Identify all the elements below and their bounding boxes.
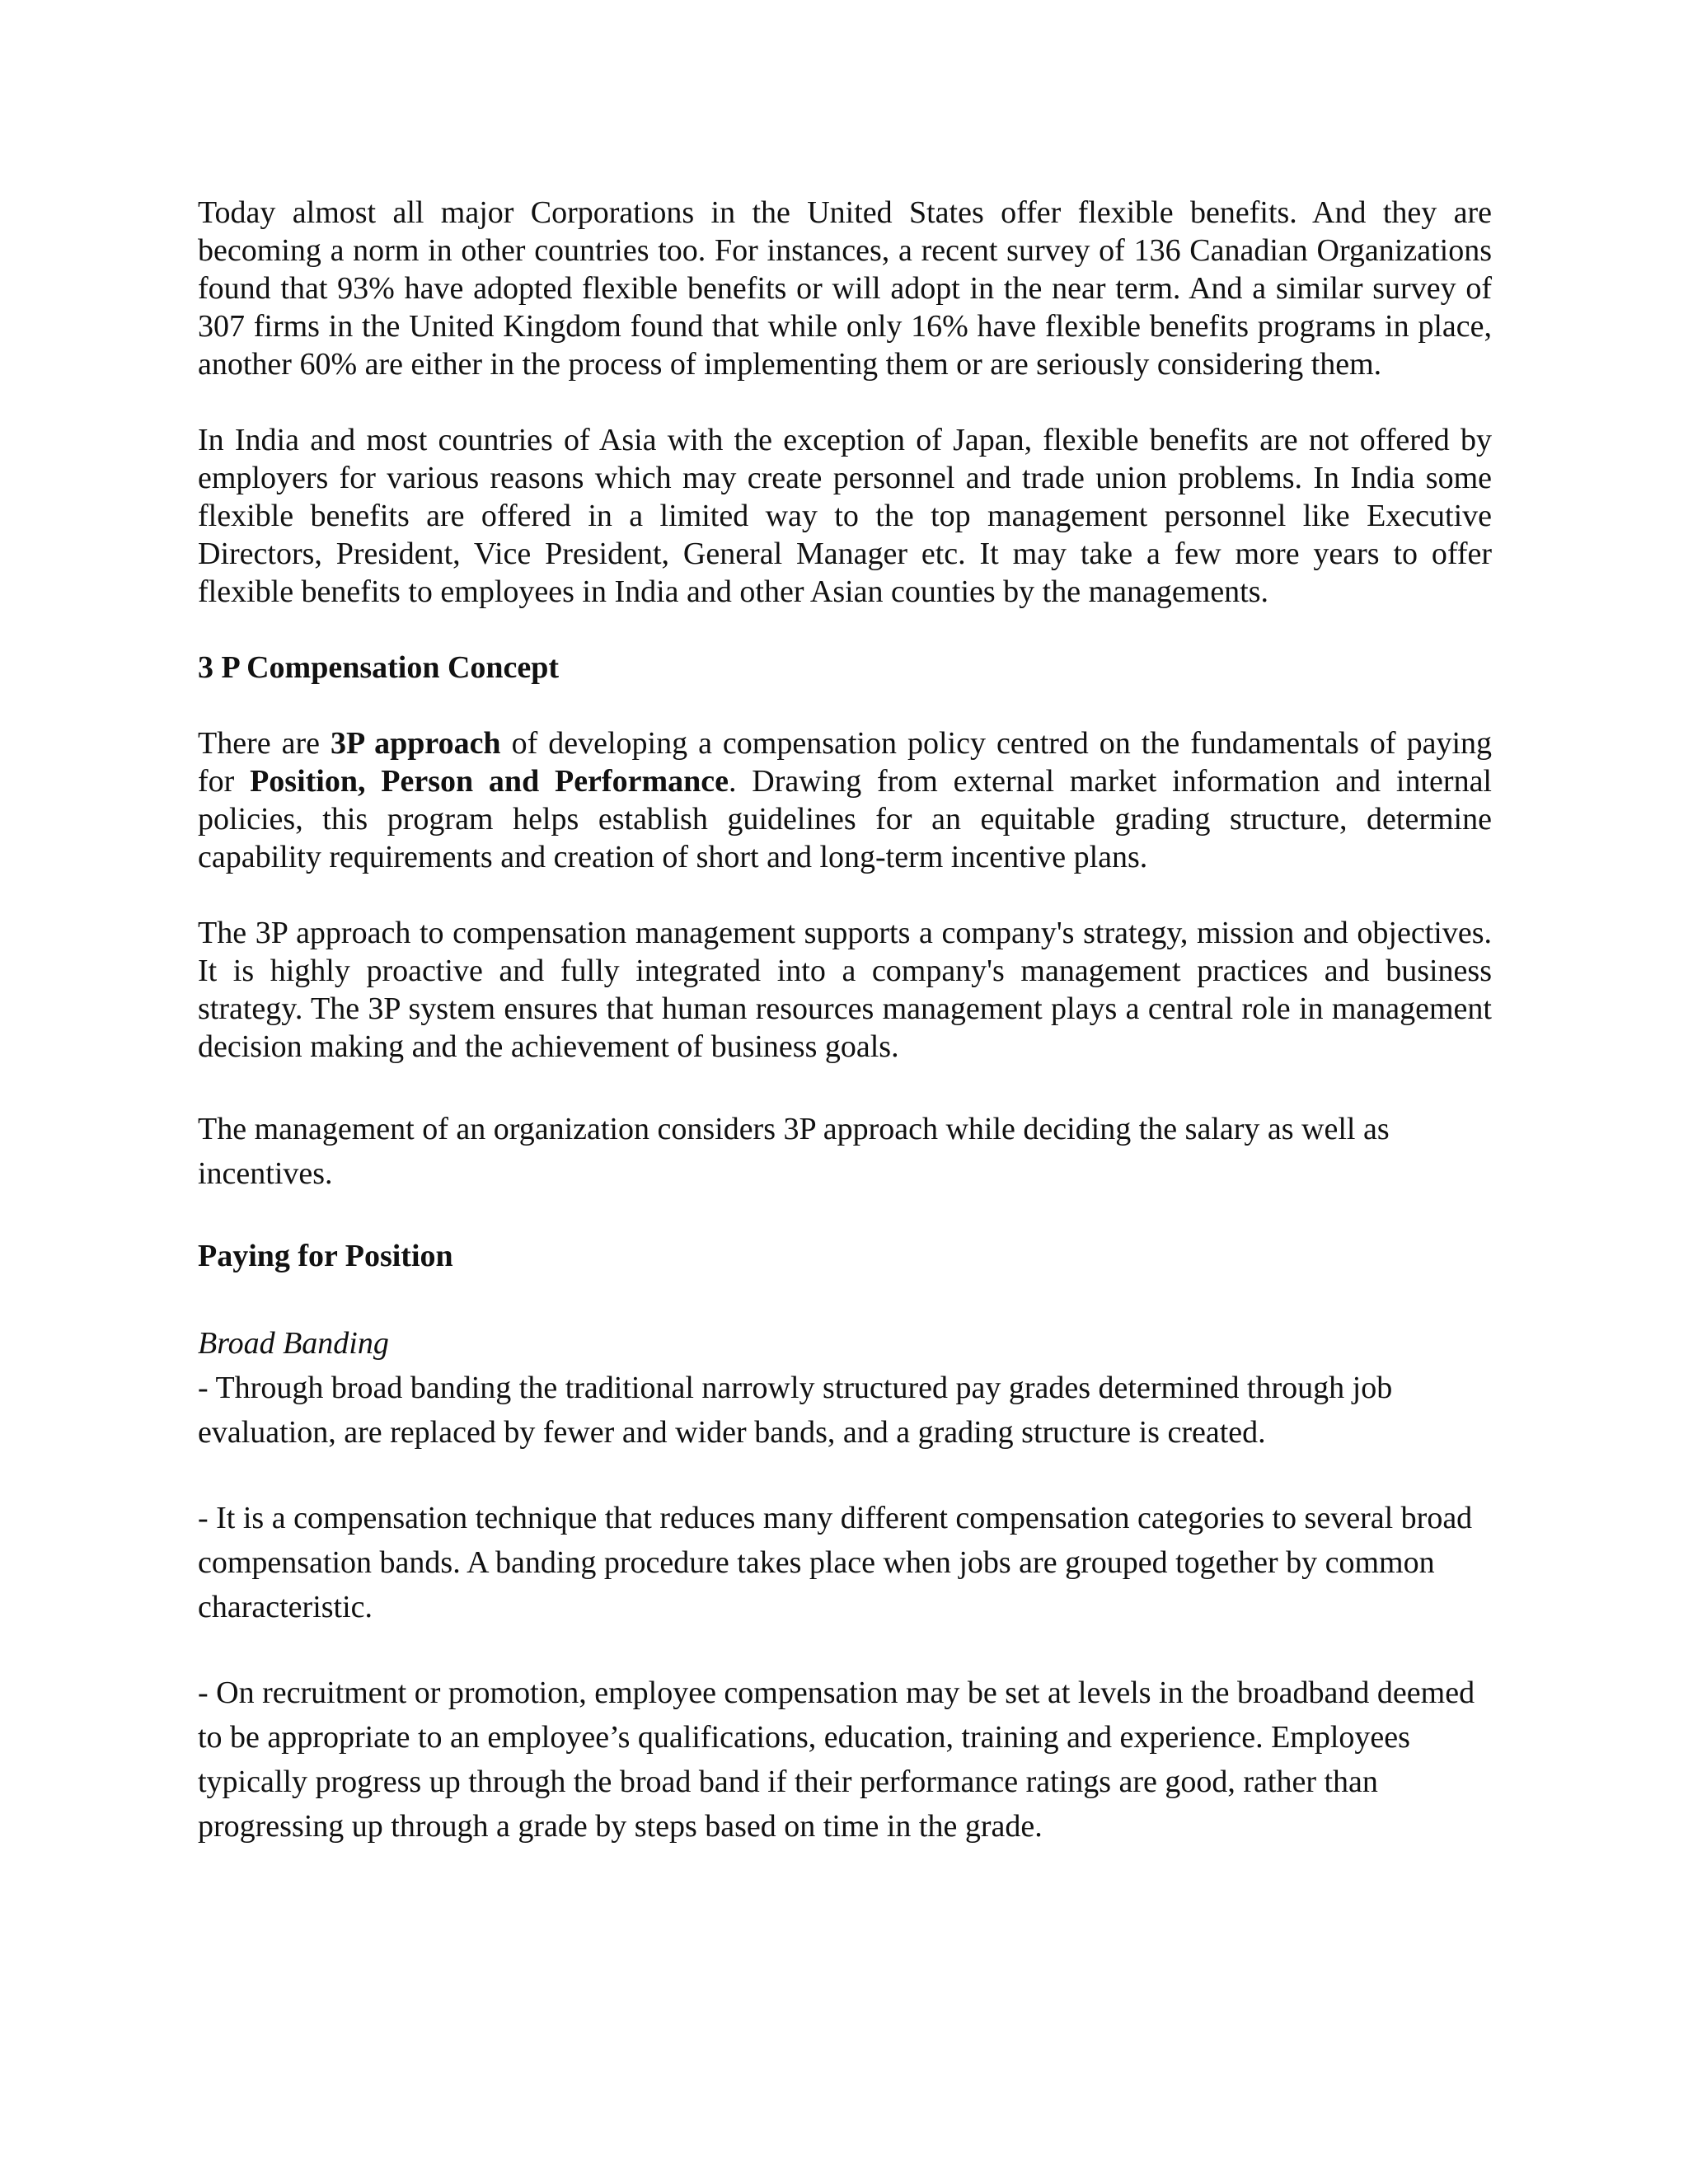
paragraph-flexible-benefits-us: Today almost all major Corporations in the United States offer flexible benefits. And they are becoming a norm in other countries too. For instances, a recent survey of 136 Canadian Organizations found that 93% have adopted flexible benefits or will adopt in the near term. And a similar survey of 307 firms in the United Kingdom found that while only 16% have flexible benefits programs in place, another 60% are either in the process of implementing them or are seriously considering them.	[198, 195, 1492, 382]
paragraph-3p-salary: The management of an organization considers 3P approach while deciding the salary as well as incentives.	[198, 1112, 1390, 1191]
bullet-broad-banding-2: - It is a compensation technique that reduces many different compensation categories to several broad compensation bands. A banding procedure takes place when jobs are grouped together by common characteristic.	[198, 1501, 1473, 1624]
heading-3p-compensation: 3 P Compensation Concept	[198, 650, 560, 685]
bold-3p-approach: 3P approach	[331, 726, 501, 761]
subheading-broad-banding: Broad Banding	[198, 1326, 389, 1361]
bullet-broad-banding-1: - Through broad banding the traditional narrowly structured pay grades determined through job evaluation, are replaced by fewer and wider bands, and a grading structure is created.	[198, 1371, 1393, 1450]
text-run: There are	[198, 726, 331, 761]
paragraph-flexible-benefits-india: In India and most countries of Asia with the exception of Japan, flexible benefits are not offered by employers for various reasons which may create personnel and trade union problems. In India some flexible benefits are offered in a limited way to the top management personnel like Executive Directors, President, Vice President, General Manager etc. It may take a few more years to offer flexible benefits to employees in India and other Asian counties by the managements.	[198, 423, 1492, 609]
text-run: of developing a compensation policy centred on the fundamentals of paying for	[198, 726, 1492, 799]
document-page	[198, 194, 1492, 1849]
bullet-broad-banding-3: - On recruitment or promotion, employee compensation may be set at levels in the broadband deemed to be appropriate to an employee’s qualifications, education, training and experience. Employees typically progress up through the broad band if their performance ratings are good, rather than progressing up through a grade by steps based on time in the grade.	[198, 1675, 1475, 1844]
text-run: . Drawing from external market information and internal policies, this program helps establish guidelines for an equitable grading structure, determine capability requirements and creation of short and long-term incentive plans.	[198, 764, 1492, 874]
paragraph-3p-approach	[198, 724, 1492, 876]
heading-paying-for-position: Paying for Position	[198, 1239, 453, 1273]
paragraph-3p-strategy: The 3P approach to compensation management supports a company's strategy, mission and objectives. It is highly proactive and fully integrated into a company's management practices and business strategy. The 3P system ensures that human resources management plays a central role in management decision making and the achievement of business goals.	[198, 916, 1492, 1064]
bold-position-person-performance: Position, Person and Performance	[250, 764, 729, 799]
